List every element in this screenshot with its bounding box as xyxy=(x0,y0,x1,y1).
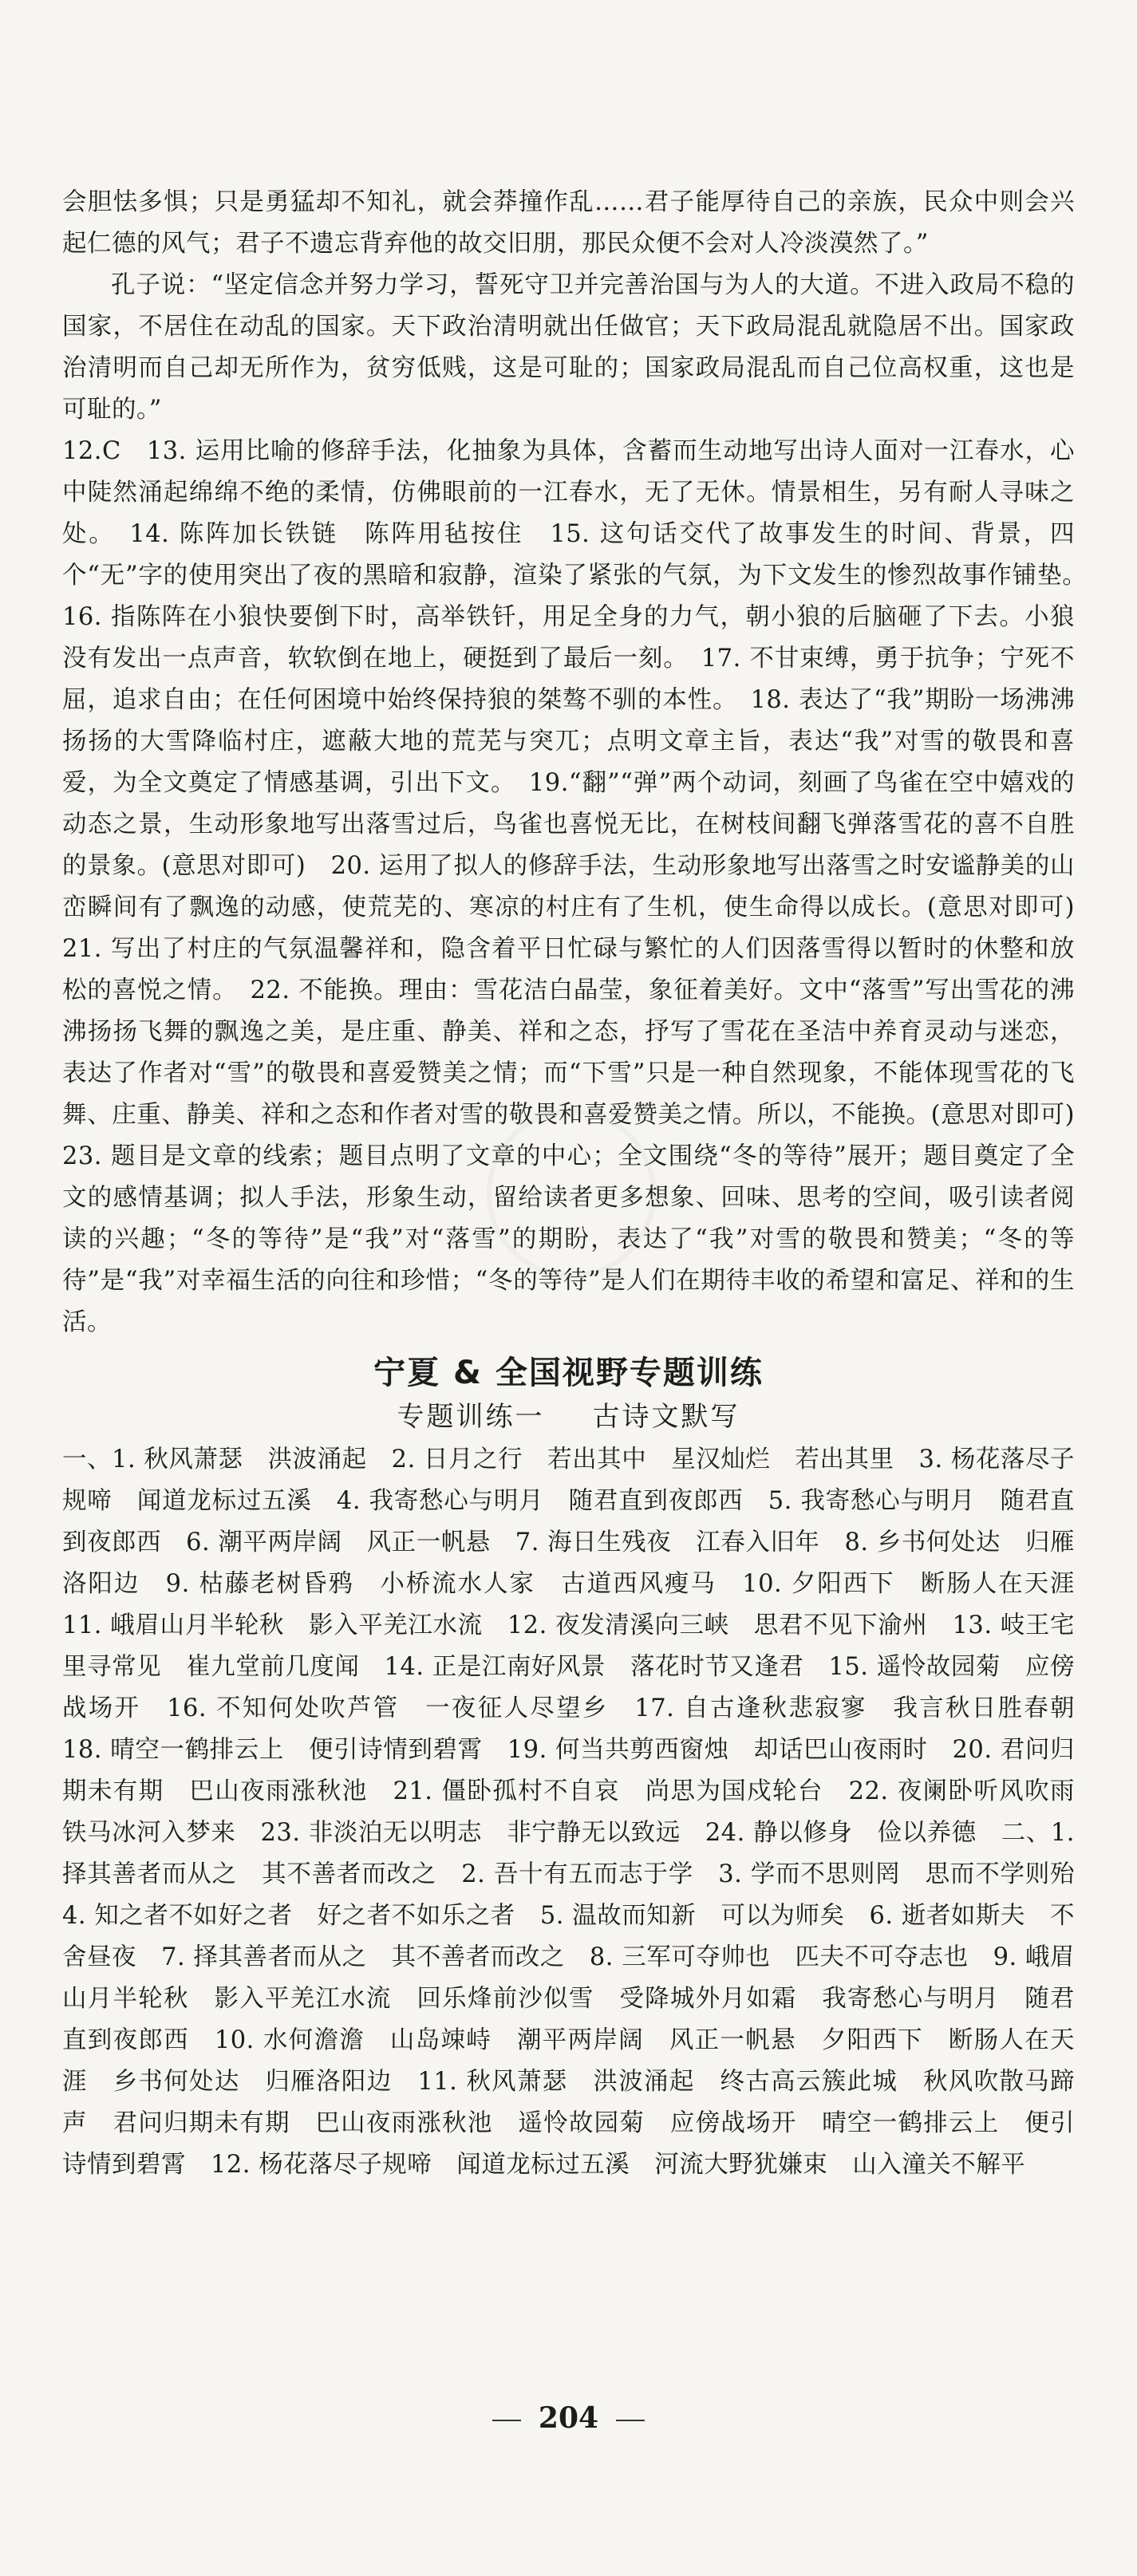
paragraph-analects-ending: 会胆怯多惧；只是勇猛却不知礼，就会莽撞作乱……君子能厚待自己的亲族，民众中则会兴起仁德的风气；君子不遗忘背弃他的故交旧朋，那民众便不会对人冷淡漠然了。” xyxy=(62,188,1075,258)
subtitle-part-one: 专题训练一 xyxy=(397,1401,545,1433)
subtitle-part-two: 古诗文默写 xyxy=(592,1401,740,1433)
paragraph-confucius-says: 孔子说：“坚定信念并努力学习，誓死守卫并完善治国与为人的大道。不进入政局不稳的国家，不居住在动乱的国家。天下政治清明就出任做官；天下政局混乱就隐居不出。国家政治清明而自己却无所作为，贫穷低贱，这是可耻的；国家政局混乱而自己位高权重，这也是可耻的。” xyxy=(62,271,1075,424)
dash-left xyxy=(492,2420,521,2421)
section-title: 宁夏 & 全国视野专题训练 xyxy=(373,1355,764,1391)
faint-watermark-emblem xyxy=(487,1109,656,1278)
page-number-text: 204 xyxy=(538,2401,599,2435)
paragraph-poetry-recitation-answers: 一、1. 秋风萧瑟 洪波涌起 2. 日月之行 若出其中 星汉灿烂 若出其里 3. 杨花落尽子规啼 闻道龙标过五溪 4. 我寄愁心与明月 随君直到夜郎西 5. 我寄愁心与明月 随君直到夜郎西 6. 潮平两岸阔 风正一帆悬 7. 海日生残夜 江春入旧年 8. 乡书何处达 归雁洛阳边 9. 枯藤老树昏鸦 小桥流水人家 古道西风瘦马 10. 夕阳西下 断肠人在天涯 11. 峨眉山月半轮秋 影入平羌江水流 12. 夜发清溪向三峡 思君不见下渝州 13. 岐王宅里寻常见 崔九堂前几度闻 14. 正是江南好风景 落花时节又逢君 15. 遥怜故园菊 应傍战场开 16. 不知何处吹芦管 一夜征人尽望乡 17. 自古逢秋悲寂寥 我言秋日胜春朝 18. 晴空一鹤排云上 便引诗情到碧霄 19. 何当共剪西窗烛 却话巴山夜雨时 20. 君问归期未有期 巴山夜雨涨秋池 21. 僵卧孤村不自哀 尚思为国戍轮台 22. 夜阑卧听风吹雨 铁马冰河入梦来 23. 非淡泊无以明志 非宁静无以致远 24. 静以修身 俭以养德 二、1. 择其善者而从之 其不善者而改之 2. 吾十有五而志于学 3. 学而不思则罔 思而不学则殆 4. 知之者不如好之者 好之者不如乐之者 5. 温故而知新 可以为师矣 6. 逝者如斯夫 不舍昼夜 7. 择其善者而从之 其不善者而改之 8. 三军可夺帅也 匹夫不可夺志也 9. 峨眉山月半轮秋 影入平羌江水流 回乐烽前沙似雪 受降城外月如霜 我寄愁心与明月 随君直到夜郎西 10. 水何澹澹 山岛竦峙 潮平两岸阔 风正一帆悬 夕阳西下 断肠人在天涯 乡书何处达 归雁洛阳边 11. 秋风萧瑟 洪波涌起 终古高云簇此城 秋风吹散马蹄声 君问归期未有期 巴山夜雨涨秋池 遥怜故园菊 应傍战场开 晴空一鹤排云上 便引诗情到碧霄 12. 杨花落尽子规啼 闻道龙标过五溪 河流大野犹嫌束 山入潼关不解平 xyxy=(62,1446,1099,2179)
dash-right xyxy=(616,2420,645,2421)
section-subtitle xyxy=(62,1396,1075,1438)
page-number xyxy=(0,2401,1137,2435)
paragraph-answers-12-23: 12.C 13. 运用比喻的修辞手法，化抽象为具体，含蓄而生动地写出诗人面对一江春水，心中陡然涌起绵绵不绝的柔情，仿佛眼前的一江春水，无了无休。情景相生，另有耐人寻味之处。 14. 陈阵加长铁链 陈阵用毡按住 15. 这句话交代了故事发生的时间、背景，四个“无”字的使用突出了夜的黑暗和寂静，渲染了紧张的气氛，为下文发生的惨烈故事作铺垫。 16. 指陈阵在小狼快要倒下时，高举铁钎，用足全身的力气，朝小狼的后脑砸了下去。小狼没有发出一点声音，软软倒在地上，硬挺到了最后一刻。 17. 不甘束缚，勇于抗争；宁死不屈，追求自由；在任何困境中始终保持狼的桀骜不驯的本性。 18. 表达了“我”期盼一场沸沸扬扬的大雪降临村庄，遮蔽大地的荒芜与突兀；点明文章主旨，表达“我”对雪的敬畏和喜爱，为全文奠定了情感基调，引出下文。 19.“翻”“弹”两个动词，刻画了鸟雀在空中嬉戏的动态之景，生动形象地写出落雪过后，鸟雀也喜悦无比，在树枝间翻飞弹落雪花的喜不自胜的景象。(意思对即可) 20. 运用了拟人的修辞手法，生动形象地写出落雪之时安谧静美的山峦瞬间有了飘逸的动感，使荒芜的、寒凉的村庄有了生机，使生命得以成长。(意思对即可) 21. 写出了村庄的气氛温馨祥和，隐含着平日忙碌与繁忙的人们因落雪得以暂时的休整和放松的喜悦之情。 22. 不能换。理由：雪花洁白晶莹，象征着美好。文中“落雪”写出雪花的沸沸扬扬飞舞的飘逸之美，是庄重、静美、祥和之态，抒写了雪花在圣洁中养育灵动与迷恋，表达了作者对“雪”的敬畏和喜爱赞美之情；而“下雪”只是一种自然现象，不能体现雪花的飞舞、庄重、静美、祥和之态和作者对雪的敬畏和喜爱赞美之情。所以，不能换。(意思对即可) 23. 题目是文章的线索；题目点明了文章的中心；全文围绕“冬的等待”展开；题目奠定了全文的感情基调；拟人手法，形象生动，留给读者更多想象、回味、思考的空间，吸引读者阅读的兴趣；“冬的等待”是“我”对“落雪”的期盼，表达了“我”对雪的敬畏和赞美；“冬的等待”是“我”对幸福生活的向往和珍惜；“冬的等待”是人们在期待丰收的希望和富足、祥和的生活。 xyxy=(62,437,1099,1336)
